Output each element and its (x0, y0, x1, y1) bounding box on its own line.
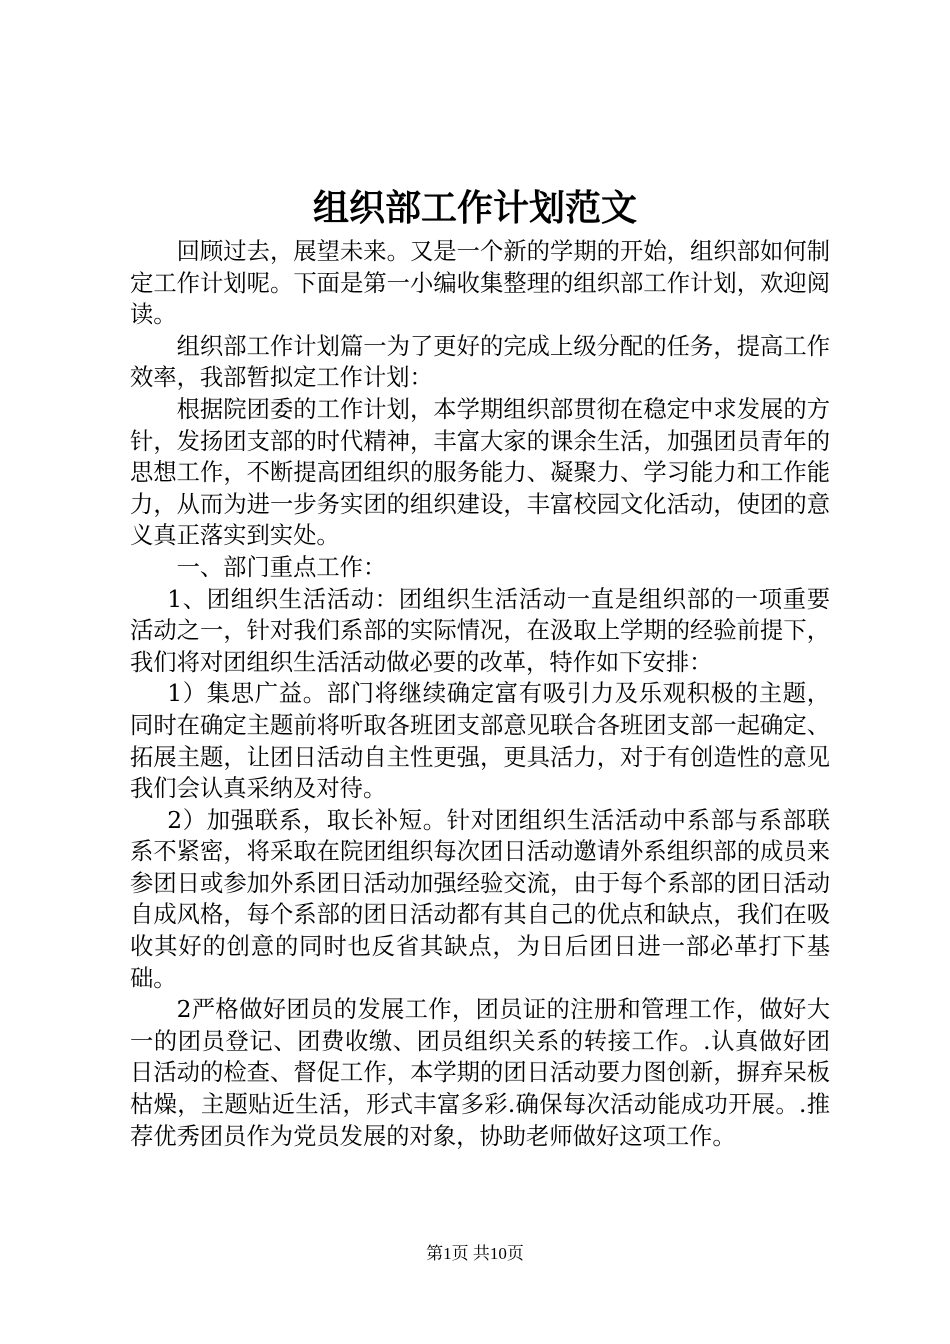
paragraph-guideline: 根据院团委的工作计划，本学期组织部贯彻在稳定中求发展的方针，发扬团支部的时代精神，丰富大家的课余生活，加强团员青年的思想工作，不断提高团组织的服务能力、凝聚力、学习能力和工作能力，从而为进一步务实团的组织建设，丰富校园文化活动，使团的意义真正落实到实处。 (130, 395, 830, 550)
paragraph-plan-one: 组织部工作计划篇一为了更好的完成上级分配的任务，提高工作效率，我部暂拟定工作计划： (130, 332, 830, 392)
paragraph-item-1: 1、团组织生活活动：团组织生活活动一直是组织部的一项重要活动之一，针对我们系部的实际情况，在汲取上学期的经验前提下，我们将对团组织生活活动做必要的改革，特作如下安排： (130, 585, 830, 676)
section-heading-key-work: 一、部门重点工作： (176, 553, 387, 581)
paragraph-subitem-2: 2）加强联系，取长补短。针对团组织生活活动中系部与系部联系不紧密，将采取在院团组织每次团日活动邀请外系组织部的成员来参团日或参加外系团日活动加强经验交流，由于每个系部的团日活动自成风格，每个系部的团日活动都有其自己的优点和缺点，我们在吸收其好的创意的同时也反省其缺点，为日后团日进一部必革打下基础。 (130, 806, 830, 992)
page-number-footer: 第1页 共10页 (426, 1244, 524, 1263)
paragraph-item-2: 2严格做好团员的发展工作，团员证的注册和管理工作，做好大一的团员登记、团费收缴、团员组织关系的转接工作。.认真做好团日活动的检查、督促工作，本学期的团日活动要力图创新，摒弃呆板枯燥，主题贴近生活，形式丰富多彩.确保每次活动能成功开展。.推荐优秀团员作为党员发展的对象，协助老师做好这项工作。 (130, 996, 830, 1150)
paragraph-intro: 回顾过去，展望未来。又是一个新的学期的开始，组织部如何制定工作计划呢。下面是第一小编收集整理的组织部工作计划，欢迎阅读。 (130, 238, 830, 329)
paragraph-subitem-1: 1）集思广益。部门将继续确定富有吸引力及乐观积极的主题，同时在确定主题前将听取各班团支部意见联合各班团支部一起确定、拓展主题，让团日活动自主性更强，更具活力，对于有创造性的意见我们会认真采纳及对待。 (130, 680, 830, 803)
document-title: 组织部工作计划范文 (312, 187, 637, 229)
document-body (130, 236, 830, 1152)
